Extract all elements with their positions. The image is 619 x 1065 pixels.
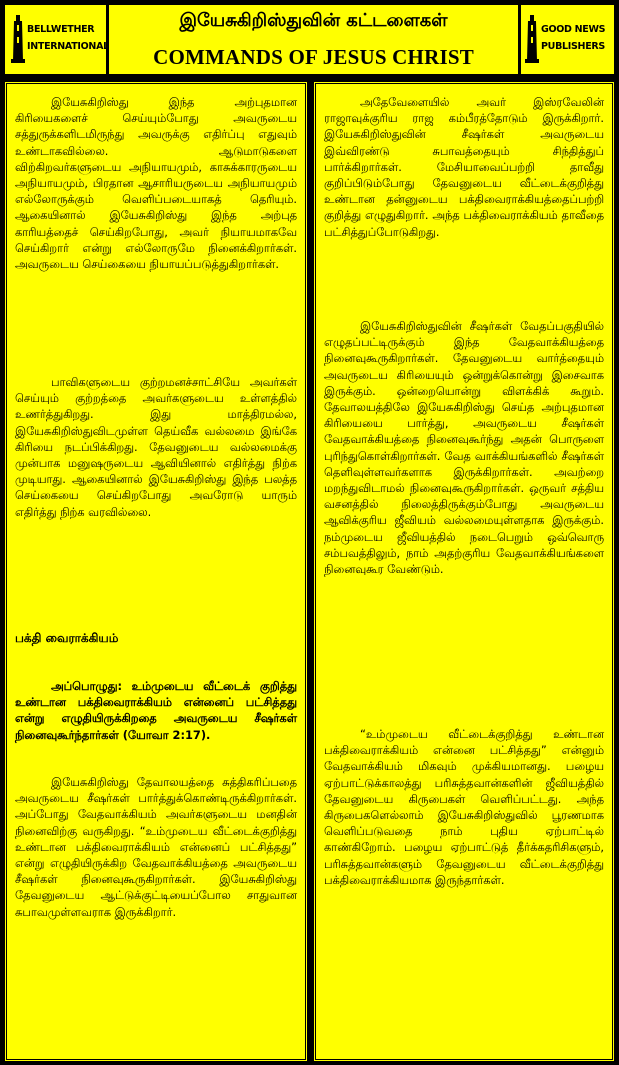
- right-paragraph-1: அதேவேளையில் அவர் இஸ்ரவேலின் ராஜாவுக்குரிய ராஜ கம்பீரத்தோடும் இருக்கிறார். இயேசுகிறிஸ்துவின் சீஷர்கள் அவருடைய இவ்விரண்டு சுபாவத்தையும் சிந்தித்துப் பார்க்கிறார்கள். மேசியாவைப்பற்றி தாவீது குறிப்பிடும்போது தேவனுடைய வீட்டைக்குறித்து உண்டான தன்னுடைய பக்திவைராக்கியத்தைப்பற்றி குறித்து எழுதுகிறார். அந்த பக்திவைராக்கியம் தாவீதை பட்சித்துப்போடுகிறது.: [324, 95, 604, 239]
- left-paragraph-3: இயேசுகிறிஸ்து தேவாலயத்தை சுத்திகரிப்பதை அவருடைய சீஷர்கள் பார்த்துக்கொண்டிருக்கிறார்கள். அப்போது வேதவாக்கியம் அவர்களுடைய மனதின் நினைவிற்கு வருகிறது. “உம்முடைய வீட்டைக்குறித்து உண்டான பக்திவைராக்கியம் என்னைப் பட்சித்தது” என்று எழுதியிருக்கிற வேதவாக்கியத்தை அவருடைய சீஷர்கள் நினைவுகூருகிறார்கள். இயேசுகிறிஸ்து தேவனுடைய ஆட்டுக்குட்டியைப்போல சாதுவான சுபாவமுள்ளவராக இருக்கிறார்.: [15, 775, 297, 919]
- tower-icon: [525, 15, 539, 63]
- bellwether-logo: [5, 5, 109, 74]
- left-paragraph-1: இயேசுகிறிஸ்து இந்த அற்புதமான கிரியைகளைச் செய்யும்போது அவருடைய சத்துருக்களிடமிருந்து அவருக்கு எதிர்ப்பு எதுவும் உண்டாகவில்லை. ஆடுமாடுகளை விற்கிறவர்களுடைய அநியாயமும், காசுக்காரருடைய அநியாயமும், பிரதான ஆசாரியருடைய அநியாயமும் எல்லோருக்கும் வெளிப்படையாகத் தெரியும். ஆகையினால் இயேசுகிறிஸ்து இந்த அற்புத காரியத்தைச் செய்கிறபோது, அவர் நியாயமாகவே செய்கிறார் என்று எல்லோருமே நினைக்கிறார்கள். அவருடைய செய்கையை நியாயப்படுத்துகிறார்கள்.: [15, 95, 297, 272]
- left-logo-line2: INTERNATIONAL: [27, 41, 109, 52]
- title-area: [111, 5, 516, 74]
- right-logo-line1: GOOD NEWS: [541, 24, 606, 35]
- right-paragraph-3: “உம்முடைய வீட்டைக்குறித்து உண்டான பக்திவைராக்கியம் என்னை பட்சித்தது” என்னும் வேதவாக்கியம் மிகவும் முக்கியமானது. பழைய ஏற்பாட்டுக்காலத்து பரிசுத்தவான்களின் ஜீவியத்தில் தேவனுடைய கிருபைகள் வெளிப்பட்டது. அந்த கிருபைகளெல்லாம் இயேசுகிறிஸ்துவில் பூரணமாக வெளிப்படுவதை நாம் புதிய ஏற்பாட்டில் காண்கிறோம். பழைய ஏற்பாட்டுத் தீர்க்கதரிசிகளும், பரிசுத்தவான்களும் தேவனுடைய வீட்டைக்குறித்து பக்திவைராக்கியமாக இருந்தார்கள்.: [324, 727, 604, 887]
- title-english: COMMANDS OF JESUS CHRIST: [153, 45, 474, 69]
- right-logo-line2: PUBLISHERS: [541, 41, 605, 52]
- right-column: [312, 80, 616, 1063]
- tower-icon: [11, 15, 25, 63]
- title-tamil: இயேசுகிறிஸ்துவின் கட்டளைகள்: [179, 10, 448, 31]
- section-heading: பக்தி வைராக்கியம்: [15, 631, 119, 645]
- right-paragraph-2: இயேசுகிறிஸ்துவின் சீஷர்கள் வேதப்பகுதியில் எழுதப்பட்டிருக்கும் இந்த வேதவாக்கியத்தை நினைவுகூருகிறார்கள். தேவனுடைய வார்த்தையும் அவருடைய கிரியையும் ஒன்றுக்கொன்று இசைவாக இருக்கும். ஒன்றையொன்று விளக்கிக் கூறும். தேவாலயத்திலே இயேசுகிறிஸ்து செய்த அற்புதமான கிரியையை பார்த்து, அவருடைய சீஷர்கள் வேதவாக்கியத்தை நினைவுகூர்ந்து அதன் பொருளை புரிந்துகொள்கிறார்கள். வேத வாக்கியங்களில் சீஷர்கள் தெளிவுள்ளவர்களாக இருக்கிறார்கள். அவற்றை மறந்துவிடாமல் நினைவுகூருகிறார்கள். ஒருவர் சத்திய வசனத்தில் நிலைத்திருக்கும்போது அவருடைய ஆவிக்குரிய ஜீவியம் வல்லமையுள்ளதாக இருக்கும். நம்முடைய ஜீவியத்தில் நடைபெறும் ஒவ்வொரு சம்பவத்திலும், நாம் அதற்குரிய வேதவாக்கியங்களை நினைவுகூர வேண்டும்.: [324, 319, 604, 577]
- left-column: [3, 80, 309, 1063]
- verse-quote: அப்பொழுது: உம்முடைய வீட்டைக் குறித்து உண்டான பக்திவைராக்கியம் என்னைப் பட்சித்தது என்று எழுதியிருக்கிறதை அவருடைய சீஷர்கள் நினைவுகூர்ந்தார்கள் (யோவா 2:17).: [15, 679, 297, 742]
- left-logo-line1: BELLWETHER: [27, 24, 95, 35]
- header: [3, 3, 616, 76]
- good-news-logo: [518, 5, 614, 74]
- left-paragraph-2: பாவிகளுடைய குற்றமனச்சாட்சியே அவர்கள் செய்யும் குற்றத்தை அவர்களுடைய உள்ளத்தில் உணர்த்துகிறது. இது மாத்திரமல்ல, இயேசுகிறிஸ்துவிடமுள்ள தெய்வீக வல்லமை இங்கே கிரியை நடப்பிக்கிறது. தேவனுடைய வல்லமைக்கு முன்பாக மனுஷருடைய ஆவியினால் எதிர்த்து நிற்க முடியாது. ஆகையினால் இயேசுகிறிஸ்து இந்த பலத்த செய்கையை செய்கிறபோது அவரோடு யாரும் எதிர்த்து நிற்க வரவில்லை.: [15, 375, 297, 519]
